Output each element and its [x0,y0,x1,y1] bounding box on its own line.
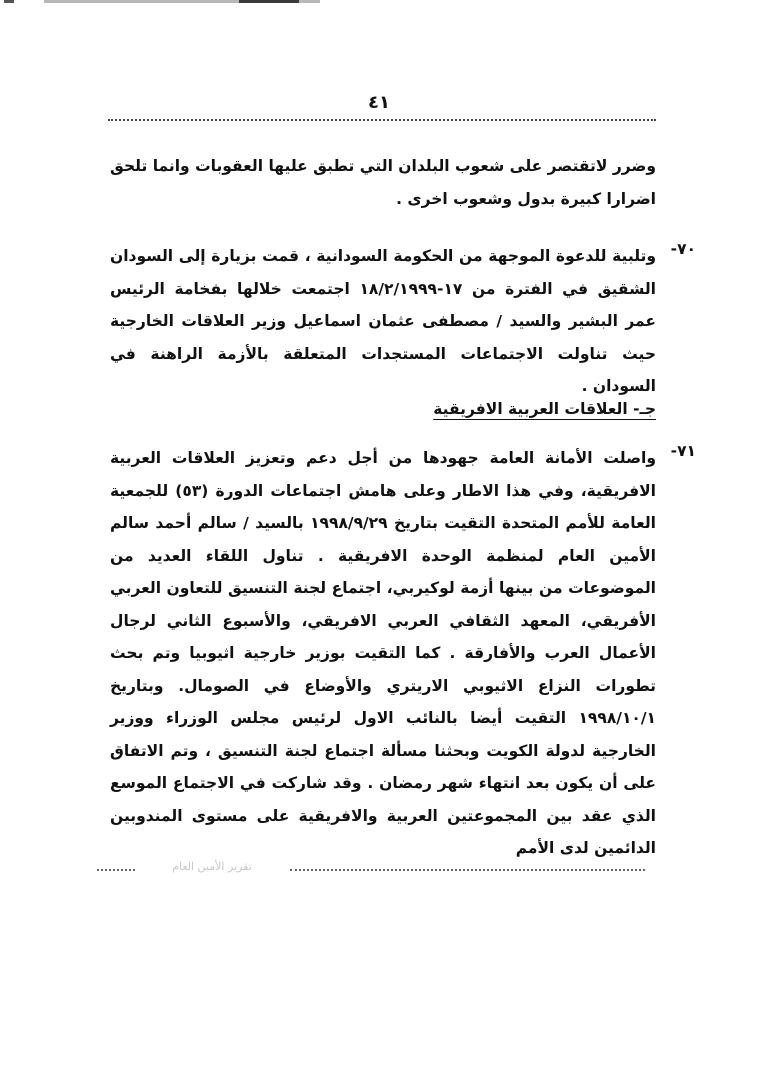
continuation-paragraph [110,150,656,215]
scan-artifact [44,0,320,3]
section-heading: جـ- العلاقات العربية الافريقية [433,400,656,418]
header-divider [108,119,656,121]
continuation-text: وضرر لاتقتصر على شعوب البلدان التي تطبق عليها العقوبات وانما تلحق اضرارا كبيرة بدول وشعوب اخرى . [110,157,656,208]
paragraph-71 [110,442,656,865]
paragraph-71-text: واصلت الأمانة العامة جهودها من أجل دعم وتعزيز العلاقات العربية الافريقية، وفي هذا الاطار وعلى هامش اجتماعات الدورة (٥٣) للجمعية العامة للأمم المتحدة التقيت بتاريخ ١٩٩٨/٩/٢٩ بالسيد / سالم أحمد سالم الأمين العام لمنظمة الوحدة الافريقية . تناول اللقاء العديد من الموضوعات من بينها أزمة لوكيربي، اجتماع لجنة التنسيق للتعاون العربي الأفريقي، المعهد الثقافي العربي الافريقي، والأسبوع الثاني لرجال الأعمال العرب والأفارقة . كما التقيت بوزير خارجية اثيوبيا وتم بحث تطورات النزاع الاثيوبي الاريتري والأوضاع في الصومال. وبتاريخ ١٩٩٨/١٠/١ التقيت أيضا بالنائب الاول لرئيس مجلس الوزراء ووزير الخارجية لدولة الكويت وبحثنا مسألة اجتماع لجنة التنسيق ، وتم الاتفاق على أن يكون بعد انتهاء شهر رمضان . وقد شاركت في الاجتماع الموسع الذي عقد بين المجموعتين العربية والافريقية على مستوى المندوبين الدائمين لدى الأمم [110,449,656,857]
paragraph-70-text: وتلبية للدعوة الموجهة من الحكومة السودانية ، قمت بزيارة إلى السودان الشقيق في الفترة من ١٧-١٨/٢/١٩٩٩ اجتمعت خلالها بفخامة الرئيس عمر البشير والسيد / مصطفى عثمان اسماعيل وزير العلاقات الخارجية حيث تناولت الاجتماعات المستجدات المتعلقة بالأزمة الراهنة في السودان . [110,247,656,395]
footer-divider-left [97,869,135,871]
item-number-71: ٧١- [670,442,696,460]
footer-text: تقرير الأمين العام [172,860,252,873]
footer-divider-right [290,869,645,871]
item-number-70: ٧٠- [670,240,696,258]
scan-artifact-dark [239,0,299,3]
paragraph-70 [110,240,656,403]
scan-artifact-tick [4,0,14,3]
page-number: ٤١ [368,92,390,113]
